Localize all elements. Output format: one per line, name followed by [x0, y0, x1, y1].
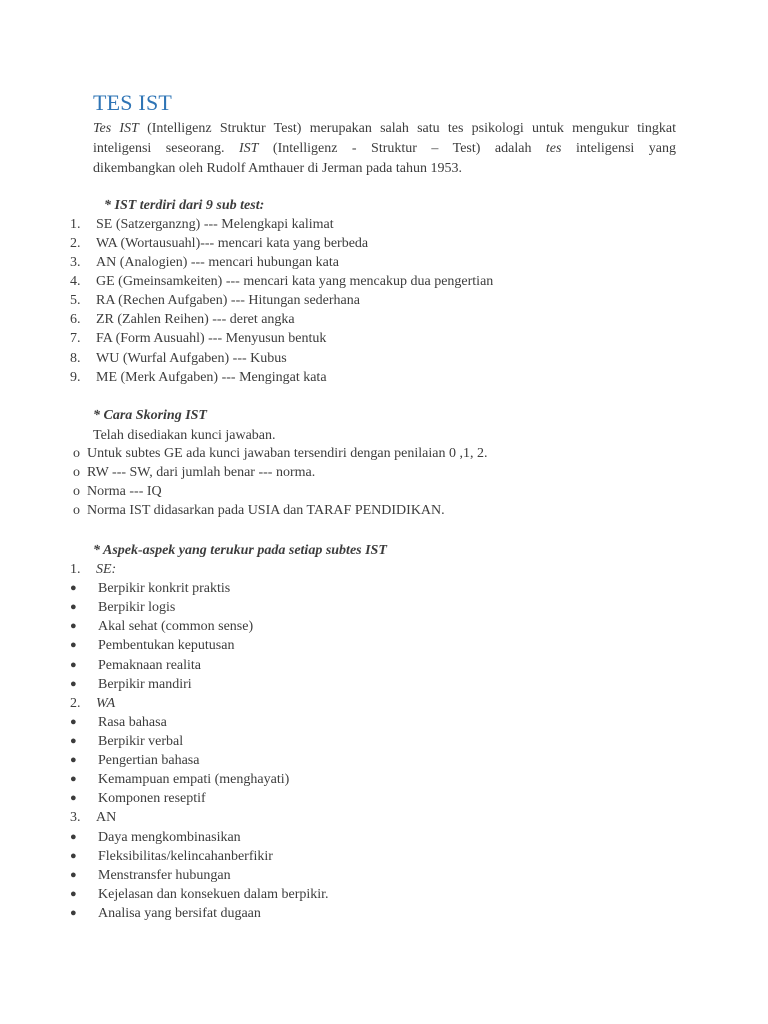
list-item-text: RA (Rechen Aufgaben) --- Hitungan sederhana	[96, 293, 360, 308]
list-item-text: AN (Analogien) --- mencari hubungan kata	[96, 255, 339, 270]
list-item-text: Daya mengkombinasikan	[98, 830, 241, 845]
circle-bullet-icon: o	[73, 484, 80, 499]
scoring-subtext: Telah disediakan kunci jawaban.	[93, 428, 276, 443]
scoring-heading: * Cara Skoring IST	[93, 408, 207, 423]
list-item-text: Komponen reseptif	[98, 791, 206, 806]
list-number: 3.	[70, 810, 81, 825]
list-item-text: Untuk subtes GE ada kunci jawaban tersendiri dengan penilaian 0 ,1, 2.	[87, 446, 488, 461]
intro-text: (Intelligenz - Struktur – Test) adalah	[258, 141, 546, 156]
bullet-icon: ●	[70, 773, 77, 785]
aspects-heading: * Aspek-aspek yang terukur pada setiap subtes IST	[93, 543, 387, 558]
list-number: 8.	[70, 351, 81, 366]
list-number: 7.	[70, 331, 81, 346]
group-label: AN	[96, 810, 117, 825]
bullet-icon: ●	[70, 888, 77, 900]
list-item-text: WU (Wurfal Aufgaben) --- Kubus	[96, 351, 287, 366]
bullet-icon: ●	[70, 735, 77, 747]
bullet-icon: ●	[70, 754, 77, 766]
list-item-text: Fleksibilitas/kelincahanberfikir	[98, 849, 273, 864]
intro-text: (Intelligenz Struktur Test) merupakan salah satu tes psikologi untuk mengukur tingkat	[138, 121, 676, 136]
list-item-text: Berpikir logis	[98, 600, 176, 615]
list-item-text: Berpikir konkrit praktis	[98, 581, 231, 596]
list-item-text: Akal sehat (common sense)	[98, 619, 254, 634]
list-number: 1.	[70, 217, 81, 232]
list-item-text: Berpikir verbal	[98, 734, 184, 749]
intro-text: inteligensi seseorang.	[93, 141, 239, 156]
list-number: 2.	[70, 236, 81, 251]
bullet-icon: ●	[70, 831, 77, 843]
bullet-icon: ●	[70, 639, 77, 651]
list-item-text: Analisa yang bersifat dugaan	[98, 906, 261, 921]
list-item-text: ZR (Zahlen Reihen) --- deret angka	[96, 312, 295, 327]
list-item-text: ME (Merk Aufgaben) --- Mengingat kata	[96, 370, 327, 385]
list-number: 3.	[70, 255, 81, 270]
intro-italic-tes: tes	[545, 141, 562, 156]
list-item-text: WA (Wortausuahl)--- mencari kata yang berbeda	[96, 236, 369, 251]
bullet-icon: ●	[70, 678, 77, 690]
bullet-icon: ●	[70, 601, 77, 613]
list-number: 5.	[70, 293, 81, 308]
list-item-text: GE (Gmeinsamkeiten) --- mencari kata yang mencakup dua pengertian	[96, 274, 494, 289]
list-item-text: FA (Form Ausuahl) --- Menyusun bentuk	[96, 331, 327, 346]
list-number: 9.	[70, 370, 81, 385]
group-label: WA	[96, 696, 116, 711]
intro-italic-ist: IST	[238, 141, 259, 156]
list-item-text: Pengertian bahasa	[98, 753, 200, 768]
bullet-icon: ●	[70, 907, 77, 919]
bullet-icon: ●	[70, 792, 77, 804]
intro-text: inteligensi yang	[561, 141, 676, 156]
list-item-text: Rasa bahasa	[98, 715, 167, 730]
page-title: TES IST	[93, 90, 173, 115]
list-item-text: Pembentukan keputusan	[98, 638, 235, 653]
list-number: 2.	[70, 696, 81, 711]
circle-bullet-icon: o	[73, 503, 80, 518]
circle-bullet-icon: o	[73, 446, 80, 461]
list-item-text: Kejelasan dan konsekuen dalam berpikir.	[98, 887, 329, 902]
intro-paragraph	[93, 119, 676, 179]
circle-bullet-icon: o	[73, 465, 80, 480]
list-item-text: Berpikir mandiri	[98, 677, 192, 692]
bullet-icon: ●	[70, 659, 77, 671]
group-label: SE:	[96, 562, 117, 577]
list-item-text: Pemaknaan realita	[98, 658, 202, 673]
list-item-text: Menstransfer hubungan	[98, 868, 231, 883]
list-number: 6.	[70, 312, 81, 327]
intro-italic-tes-ist: Tes IST	[93, 121, 139, 136]
bullet-icon: ●	[70, 869, 77, 881]
list-item-text: Kemampuan empati (menghayati)	[98, 772, 290, 787]
bullet-icon: ●	[70, 582, 77, 594]
intro-line-2	[93, 139, 676, 159]
list-number: 1.	[70, 562, 81, 577]
bullet-icon: ●	[70, 850, 77, 862]
list-item-text: Norma --- IQ	[87, 484, 162, 499]
bullet-icon: ●	[70, 716, 77, 728]
subtests-heading: * IST terdiri dari 9 sub test:	[104, 198, 265, 213]
list-item-text: Norma IST didasarkan pada USIA dan TARAF PENDIDIKAN.	[87, 503, 445, 518]
list-item-text: SE (Satzerganzng) --- Melengkapi kalimat	[96, 217, 334, 232]
list-item-text: RW --- SW, dari jumlah benar --- norma.	[87, 465, 316, 480]
bullet-icon: ●	[70, 620, 77, 632]
intro-line-3: dikembangkan oleh Rudolf Amthauer di Jerman pada tahun 1953.	[93, 161, 462, 176]
list-number: 4.	[70, 274, 81, 289]
intro-line-1	[93, 119, 676, 139]
